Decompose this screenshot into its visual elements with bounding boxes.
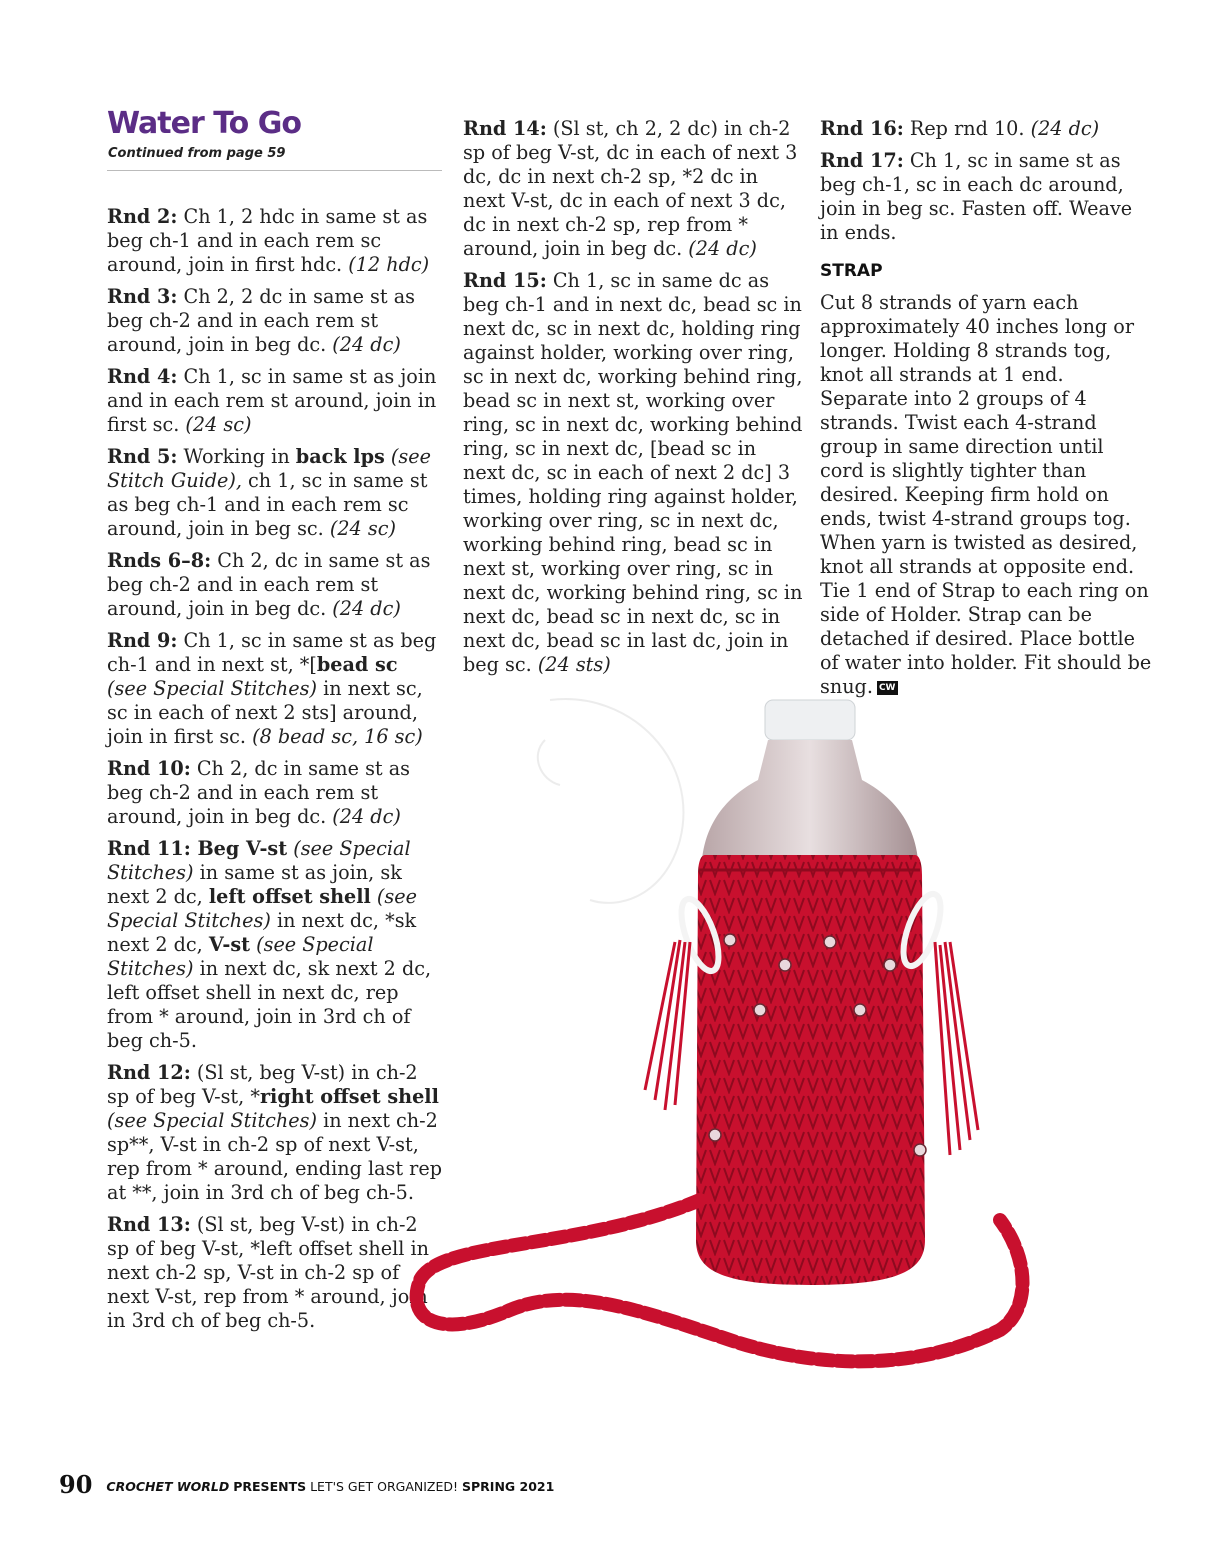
column-1	[107, 205, 443, 1341]
watermark	[538, 699, 684, 903]
page-number: 90	[59, 1470, 93, 1499]
column-3	[820, 117, 1152, 707]
strap-heading: STRAP	[820, 261, 883, 281]
round-12: Rnd 12: (Sl st, beg V-st) in ch-2 sp of beg V-st, *right offset shell (see Special Stitches) in next ch-2 sp**, V-st in ch-2 sp of next V-st, rep from * around, ending last rep at **, join in 3rd ch of beg ch-5.	[107, 1061, 442, 1204]
crochet-sleeve	[696, 855, 925, 1285]
round-2: Rnd 2: Ch 1, 2 hdc in same st as beg ch-1 and in each rem sc around, join in first hdc. (12 hdc)	[107, 205, 430, 276]
round-10: Rnd 10: Ch 2, dc in same st as beg ch-2 and in each rem st around, join in beg dc. (24 dc)	[107, 757, 411, 828]
round-9: Rnd 9: Ch 1, sc in same st as beg ch-1 and in next st, *[bead sc (see Special Stitches) in next sc, sc in each of next 2 sts] around, join in first sc. (8 bead sc, 16 sc)	[107, 629, 437, 748]
round-5: Rnd 5: Working in back lps (see Stitch Guide), ch 1, sc in same st as beg ch-1 and in each rem sc around, join in beg sc. (24 sc)	[107, 445, 431, 540]
rounds-6-8: Rnds 6–8: Ch 2, dc in same st as beg ch-2 and in each rem st around, join in beg dc. (24 dc)	[107, 549, 431, 620]
round-3: Rnd 3: Ch 2, 2 dc in same st as beg ch-2 and in each rem st around, join in beg dc. (24 dc)	[107, 285, 415, 356]
round-14: Rnd 14: (Sl st, ch 2, 2 dc) in ch-2 sp of beg V-st, dc in each of next 3 dc, dc in next ch-2 sp, *2 dc in next V-st, dc in each of next 3 dc, dc in next ch-2 sp, rep from * around, join in beg dc. (24 dc)	[463, 117, 798, 260]
end-mark-icon: CW	[878, 683, 896, 693]
bottle-neck	[702, 740, 918, 860]
strap-instructions: Cut 8 strands of yarn each approximately 40 inches long or longer. Holding 8 strands tog, knot all strands at 1 end. Separate into 2 groups of 4 strands. Twist each 4-strand group in same direction until cord is slightly tighter than desired. Keeping firm hold on ends, twist 4-strand groups tog. When yarn is twisted as desired, knot all strands at opposite end. Tie 1 end of Strap to each ring on side of Holder. Strap can be detached if desired. Place bottle of water into holder. Fit should be snug. CW	[820, 291, 1152, 698]
round-16: Rnd 16: Rep rnd 10. (24 dc)	[820, 117, 1100, 140]
title-divider	[107, 170, 442, 171]
round-13: Rnd 13: (Sl st, beg V-st) in ch-2 sp of beg V-st, *left offset shell in next ch-2 sp, V-st in ch-2 sp of next V-st, rep from * around, join in 3rd ch of beg ch-5.	[107, 1213, 429, 1332]
continued-note: Continued from page 59	[108, 146, 286, 161]
bottle-cap	[765, 700, 855, 740]
round-17: Rnd 17: Ch 1, sc in same st as beg ch-1, sc in each dc around, join in beg sc. Fasten off. Weave in ends.	[820, 149, 1133, 244]
magazine-name: CROCHET WORLD	[106, 1479, 230, 1494]
round-11: Rnd 11: Beg V-st (see Special Stitches) in same st as join, sk next 2 dc, left offset shell (see Special Stitches) in next dc, *sk next 2 dc, V-st (see Special Stitches) in next dc, sk next 2 dc, left offset shell in next dc, rep from * around, join in 3rd ch of beg ch-5.	[107, 837, 432, 1052]
round-4: Rnd 4: Ch 1, sc in same st as join and in each rem st around, join in first sc. (24 sc)	[107, 365, 437, 436]
column-2	[463, 117, 803, 685]
bottle-holder-photo	[400, 680, 1040, 1380]
page-footer: 90 CROCHET WORLD PRESENTS LET'S GET ORGANIZED! SPRING 2021	[59, 1470, 555, 1499]
round-15: Rnd 15: Ch 1, sc in same dc as beg ch-1 and in next dc, bead sc in next dc, sc in next dc, holding ring against holder, working over ring, sc in next dc, working behind ring, bead sc in next st, working over ring, sc in next dc, working behind ring, sc in next dc, [bead sc in next dc, sc in each of next 2 dc] 3 times, holding ring against holder, working over ring, sc in next dc, working behind ring, bead sc in next st, working over ring, sc in next dc, working behind ring, sc in next dc, bead sc in next dc, sc in next dc, bead sc in last dc, join in beg sc. (24 sts)	[463, 269, 803, 676]
page-title: Water To Go	[107, 106, 301, 141]
